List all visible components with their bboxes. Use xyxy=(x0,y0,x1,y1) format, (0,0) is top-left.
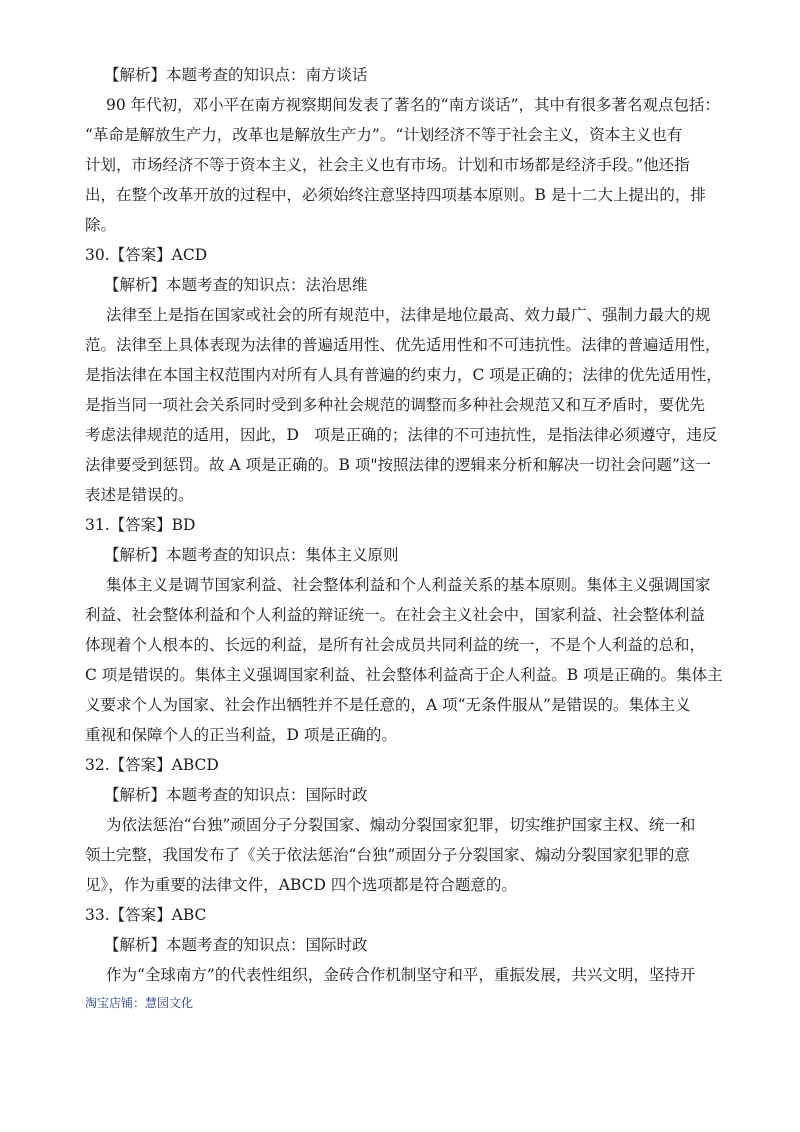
paragraph-first-line: 集体主义是调节国家利益、社会整体利益和个人利益关系的基本原则。集体主义强调国家 xyxy=(106,576,711,594)
paragraph-line: 是指当同一项社会关系同时受到多种社会规范的调整而多种社会规范又和互矛盾时，要优先 xyxy=(85,396,706,414)
analysis-line: 【解析】本题考查的知识点：南方谈话 xyxy=(104,66,368,84)
paragraph-line: 义要求个人为国家、社会作出牺牲并不是任意的，A 项“无条件服从”是错误的。集体主义 xyxy=(85,696,691,714)
paragraph-line: 体现着个人根本的、长远的利益，是所有社会成员共同利益的统一，不是个人利益的总和， xyxy=(85,636,706,654)
paragraph-line: 法律要受到惩罚。故 A 项是正确的。B 项"按照法律的逻辑来分析和解决一切社会问题”这一 xyxy=(85,456,711,474)
paragraph-line: 除。 xyxy=(85,216,117,234)
paragraph-line: 表述是错误的。 xyxy=(85,486,194,504)
paragraph-line: 计划，市场经济不等于资本主义，社会主义也有市场。计划和市场都是经济手段。”他还指 xyxy=(85,156,690,174)
paragraph-first-line: 为依法惩治“台独”顽固分子分裂国家、煽动分裂国家犯罪，切实维护国家主权、统一和 xyxy=(106,816,696,834)
answer-line: 31.【答案】BD xyxy=(85,516,196,534)
answer-line: 30.【答案】ACD xyxy=(85,246,208,264)
paragraph-line: 重视和保障个人的正当利益，D 项是正确的。 xyxy=(85,726,397,744)
paragraph-line: C 项是错误的。集体主义强调国家利益、社会整体利益高于企人利益。B 项是正确的。集体主 xyxy=(85,666,723,684)
answer-line: 32.【答案】ABCD xyxy=(85,756,219,774)
paragraph-line: 领土完整，我国发布了《关于依法惩治“台独”顽固分子分裂国家、煽动分裂国家犯罪的意 xyxy=(85,846,690,864)
analysis-line: 【解析】本题考查的知识点：国际时政 xyxy=(104,936,368,954)
paragraph-line: 见》，作为重要的法律文件，ABCD 四个选项都是符合题意的。 xyxy=(85,876,517,894)
paragraph-first-line: 90 年代初，邓小平在南方视察期间发表了著名的“南方谈话”，其中有很多著名观点包括： xyxy=(106,96,721,114)
paragraph-first-line: 作为“全球南方”的代表性组织，金砖合作机制坚守和平，重振发展，共兴文明，坚持开 xyxy=(106,966,696,984)
analysis-line: 【解析】本题考查的知识点：法治思维 xyxy=(104,276,368,294)
paragraph-first-line: 法律至上是指在国家或社会的所有规范中，法律是地位最高、效力最广、强制力最大的规 xyxy=(106,306,711,324)
analysis-line: 【解析】本题考查的知识点：国际时政 xyxy=(104,786,368,804)
paragraph-line: 范。法律至上具体表现为法律的普遍适用性、优先适用性和不可违抗性。法律的普遍适用性， xyxy=(85,336,721,354)
footer-shop-label: 淘宝店铺：慧园文化 xyxy=(85,996,194,1010)
paragraph-line: 出，在整个改革开放的过程中，必须始终注意坚持四项基本原则。B 是十二大上提出的，排 xyxy=(85,186,706,204)
paragraph-line: 利益、社会整体利益和个人利益的辩证统一。在社会主义社会中，国家利益、社会整体利益 xyxy=(85,606,706,624)
paragraph-line: “革命是解放生产力，改革也是解放生产力”。“计划经济不等于社会主义，资本主义也有 xyxy=(85,126,683,144)
paragraph-line: 是指法律在本国主权范围内对所有人具有普遍的约束力，C 项是正确的；法律的优先适用性， xyxy=(85,366,722,384)
paragraph-line: 考虑法律规范的适用，因此，D 项是正确的；法律的不可违抗性，是指法律必须遵守，违反 xyxy=(85,426,718,444)
analysis-line: 【解析】本题考查的知识点：集体主义原则 xyxy=(104,546,399,564)
answer-line: 33.【答案】ABC xyxy=(85,906,207,924)
